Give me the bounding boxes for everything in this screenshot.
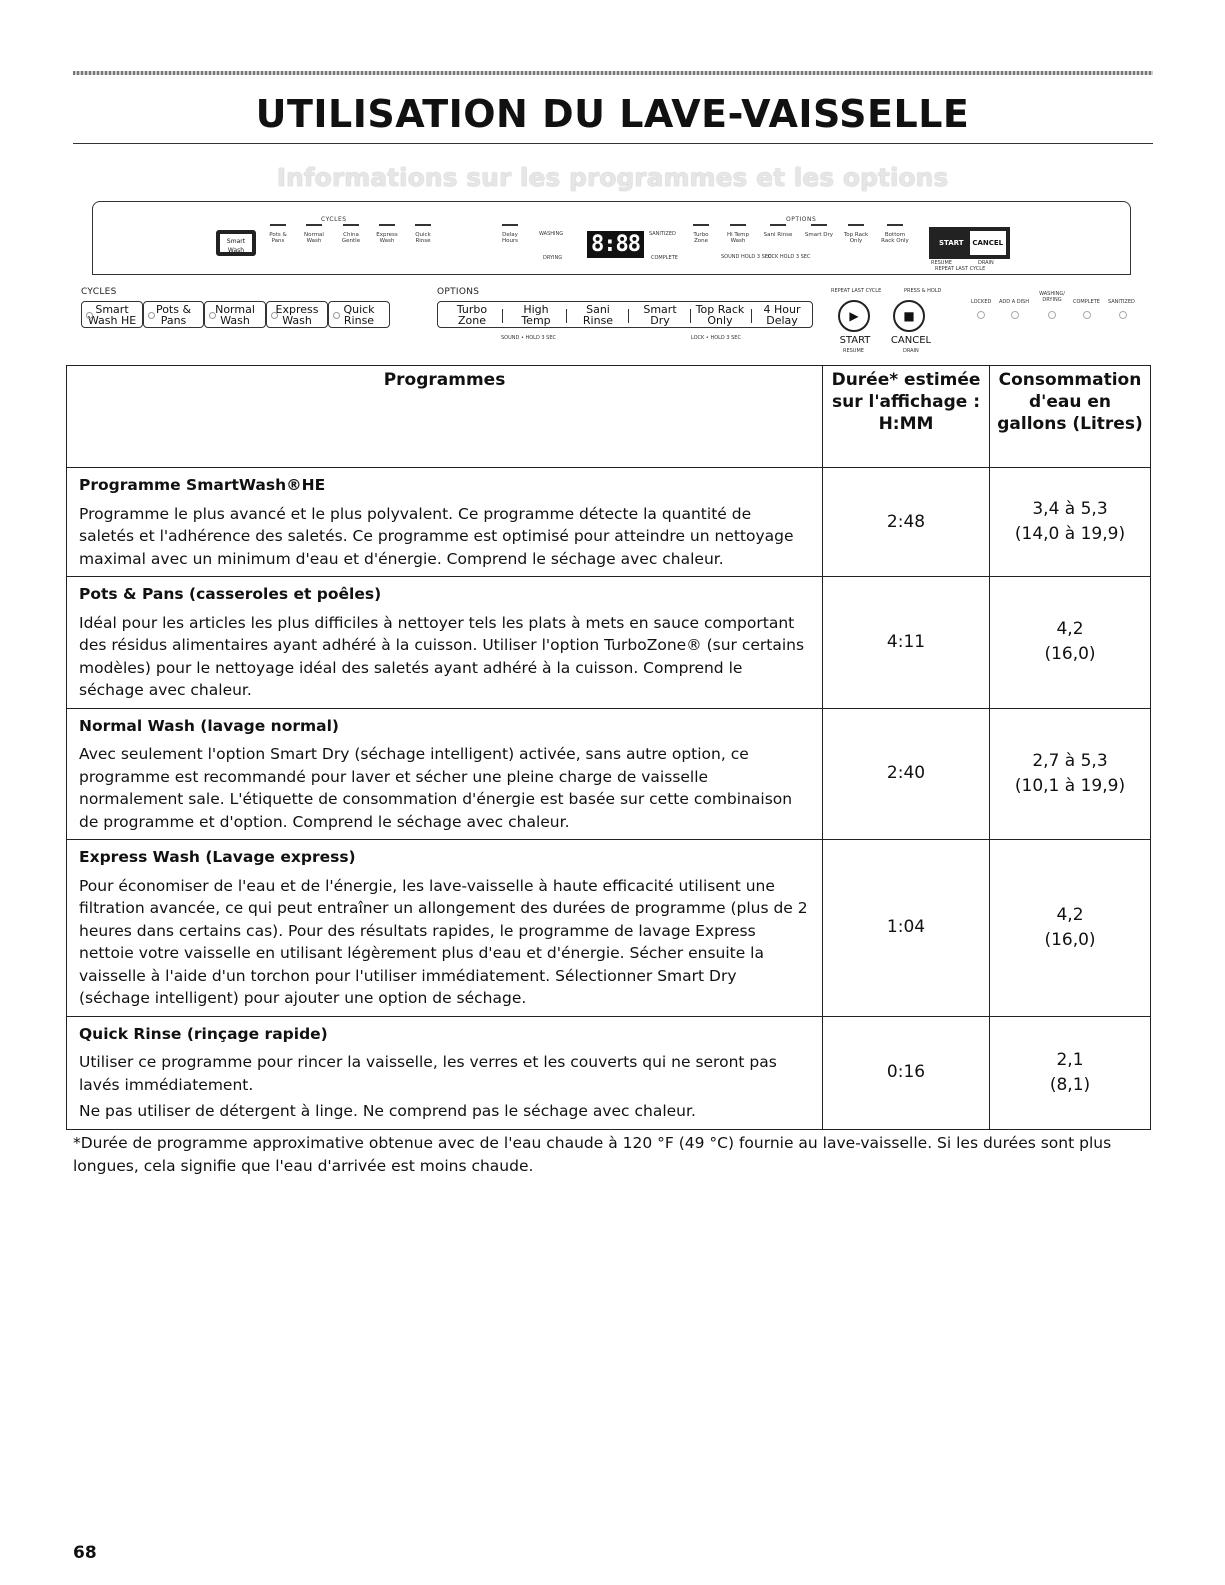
programme-title: Quick Rinse (rinçage rapide) [79, 1024, 328, 1043]
water-litres: (16,0) [1044, 644, 1096, 665]
four-hour-delay-button[interactable]: 4 Hour Delay [763, 303, 801, 327]
top-rack-only-button[interactable]: Top Rack Only [695, 303, 745, 327]
programme-text: Utiliser ce programme pour rincer la vaisselle, les verres et les couverts qui ne seront pas lavés immédiatement. [79, 1053, 777, 1094]
cancel-button[interactable] [893, 300, 925, 332]
title-rule [73, 143, 1153, 144]
table-row [67, 1016, 1151, 1129]
smart-dry-button[interactable]: Smart Dry [643, 303, 677, 327]
options-button-group [437, 301, 813, 328]
resume-label: RESUME [843, 348, 864, 354]
quick-rinse-button[interactable]: Quick Rinse [328, 301, 390, 328]
drain-label: DRAIN [903, 348, 919, 354]
cycles-label: CYCLES [321, 216, 347, 223]
duration-cell: 2:40 [823, 708, 990, 840]
high-temp-button[interactable]: High Temp [521, 303, 551, 327]
table-row [67, 468, 1151, 577]
indicator-dot-icon [148, 312, 155, 319]
start-label: START [839, 335, 871, 346]
sani-rinse-button[interactable]: Sani Rinse [582, 303, 614, 327]
water-litres: (14,0 à 19,9) [1014, 524, 1126, 544]
duration-cell: 0:16 [823, 1016, 990, 1129]
drying-indicator: DRYING [543, 255, 563, 261]
water-gallons: 4,2 [1056, 619, 1084, 640]
sanitized-indicator-icon [1119, 311, 1127, 319]
duration-cell: 1:04 [823, 840, 990, 1017]
water-gallons: 3,4 à 5,3 [1032, 499, 1108, 519]
header-consommation: Consommation d'eau en gallons (Litres) [990, 366, 1151, 468]
pots-pans-button[interactable]: Pots & Pans [143, 301, 204, 328]
start-label: START [933, 231, 970, 255]
option-button[interactable]: Top Rack Only [841, 224, 871, 244]
options-label: OPTIONS [786, 216, 817, 223]
programme-text: Avec seulement l'option Smart Dry (séchage intelligent) activée, sans autre option, ce programme est recommandé pour laver et sécher une pleine charge de vaisselle normalement sale. L'étiquette de consommation d'énergie est basée sur cette combinaison de programme et d'option. Comprend le séchage avec chaleur. [79, 745, 793, 831]
programme-title: Pots & Pans (casseroles et poêles) [79, 585, 382, 603]
water-gallons: 2,1 [1056, 1049, 1084, 1070]
complete-indicator-label: COMPLETE [1073, 299, 1100, 305]
water-cell [990, 840, 1151, 1017]
turbo-zone-button[interactable]: Turbo Zone [456, 303, 488, 327]
repeat-last-cycle-label: REPEAT LAST CYCLE [935, 266, 986, 272]
time-display: 8:88 [587, 231, 644, 258]
start-button[interactable] [838, 300, 870, 332]
add-a-dish-indicator-label: ADD A DISH [999, 299, 1029, 305]
cycle-button[interactable]: China Gentle [336, 224, 366, 244]
separator [502, 309, 503, 323]
table-row [67, 708, 1151, 840]
programme-text: Pour économiser de l'eau et de l'énergie, les lave-vaisselle à haute efficacité utilisent une filtration avancée, ce qui peut entraîner un allongement des durées de programme (plus de 2 heures dans certains cas). Pour des résultats rapides, le programme de lavage Express nettoie votre vaisselle en utilisant légèrement plus d'eau et d'énergie. Sécher ensuite la vaisselle à l'aide d'un torchon pour l'utiliser immédiatement. Sélectionner Smart Dry (séchage intelligent) pour ajouter une option de séchage. [79, 876, 808, 1007]
water-litres: (10,1 à 19,9) [1014, 775, 1126, 796]
delay-hours-button[interactable]: Delay Hours [495, 224, 525, 244]
control-panel-top-illustration [92, 201, 1131, 275]
sound-hold-label: SOUND • HOLD 3 SEC [501, 335, 557, 341]
washing-drying-indicator-label: WASHING/ DRYING [1039, 291, 1065, 303]
cancel-label: CANCEL [890, 335, 932, 346]
duration-cell: 2:48 [823, 468, 990, 577]
water-gallons: 2,7 à 5,3 [1032, 750, 1108, 771]
start-cancel-button[interactable] [929, 227, 1010, 259]
washing-drying-indicator-icon [1048, 311, 1056, 319]
cancel-label: CANCEL [972, 239, 1004, 247]
table-row [67, 577, 1151, 709]
resume-label: RESUME [931, 260, 952, 266]
page-title: UTILISATION DU LAVE-VAISSELLE [255, 92, 970, 136]
programme-text-note: Ne pas utiliser de détergent à linge. Ne comprend pas le séchage avec chaleur. [79, 1102, 696, 1120]
sound-hold-label: SOUND HOLD 3 SEC [721, 254, 772, 260]
section-subtitle: Informations sur les programmes et les options [276, 163, 949, 192]
water-cell [990, 1016, 1151, 1129]
normal-wash-button[interactable]: Normal Wash [204, 301, 266, 328]
indicator-dot-icon [86, 312, 93, 319]
washing-indicator: WASHING [539, 231, 564, 237]
programme-text: Idéal pour les articles les plus difficiles à nettoyer tels les plats à mets en sauce comportant des résidus alimentaires ayant adhéré à la cuisson. Utiliser l'option TurboZone® (sur certains modèles) pour le nettoyage idéal des saletés ayant adhéré à la cuisson. Comprend le séchage avec chaleur. [79, 613, 805, 699]
water-cell [990, 468, 1151, 577]
lock-hold-label: LOCK • HOLD 3 SEC [691, 335, 741, 341]
locked-indicator-icon [977, 311, 985, 319]
page-number: 68 [73, 1543, 97, 1563]
play-icon: ▶ [849, 309, 859, 323]
add-a-dish-indicator-icon [1011, 311, 1019, 319]
programme-title: Normal Wash (lavage normal) [79, 716, 340, 735]
programme-description [67, 468, 823, 577]
separator [690, 309, 691, 323]
programmes-table [66, 365, 1151, 1130]
sanitized-indicator-label: SANITIZED [1108, 299, 1135, 305]
complete-indicator: COMPLETE [651, 255, 678, 261]
complete-indicator-icon [1083, 311, 1091, 319]
header-programmes: Programmes [67, 366, 823, 468]
footnote: *Durée de programme approximative obtenue avec de l'eau chaude à 120 °F (49 °C) fournie au lave-vaisselle. Si les durées sont plus longues, cela signifie que l'eau d'arrivée est moins chaude. [73, 1134, 1112, 1175]
option-button[interactable]: Hi Temp Wash [723, 224, 753, 244]
programme-description [67, 577, 823, 709]
duration-cell: 4:11 [823, 577, 990, 709]
water-cell [990, 577, 1151, 709]
lock-hold-label: LOCK HOLD 3 SEC [765, 254, 811, 260]
drain-label: DRAIN [978, 260, 994, 266]
option-button[interactable]: Turbo Zone [686, 224, 716, 244]
cycle-button[interactable]: Pots & Pans [263, 224, 293, 244]
locked-indicator-label: LOCKED [971, 299, 992, 305]
table-header-row [67, 366, 1151, 468]
repeat-last-cycle-label: REPEAT LAST CYCLE [831, 288, 882, 294]
separator [566, 309, 567, 323]
indicator-dot-icon [209, 312, 216, 319]
header-duree: Durée* estimée sur l'affichage : H:MM [823, 366, 990, 468]
separator [751, 309, 752, 323]
options-label: OPTIONS [437, 287, 480, 297]
water-litres: (16,0) [1044, 929, 1096, 950]
programme-text: Programme le plus avancé et le plus polyvalent. Ce programme détecte la quantité de saletés et l'adhérence des saletés. Ce programme est optimisé pour atteindre un nettoyage maximal avec un minimum d'eau et d'énergie. Comprend le séchage avec chaleur. [79, 504, 794, 568]
programme-description [67, 840, 823, 1017]
programme-description [67, 708, 823, 840]
separator [628, 309, 629, 323]
programme-title: Programme SmartWash®HE [79, 476, 326, 494]
press-hold-label: PRESS & HOLD [904, 288, 942, 294]
indicator-dot-icon [271, 312, 278, 319]
cycles-label: CYCLES [81, 287, 117, 297]
option-button[interactable]: Smart Dry [804, 224, 834, 238]
water-litres: (8,1) [1049, 1074, 1091, 1095]
indicator-dot-icon [333, 312, 340, 319]
option-button[interactable]: Bottom Rack Only [880, 224, 910, 244]
sanitized-indicator: SANITIZED [649, 231, 676, 237]
smart-wash-button[interactable]: Smart Wash HE [81, 301, 143, 328]
smart-wash-button[interactable]: Smart Wash [216, 230, 256, 256]
express-wash-button[interactable]: Express Wash [266, 301, 328, 328]
water-cell [990, 708, 1151, 840]
stop-icon: ■ [903, 309, 915, 323]
programme-description [67, 1016, 823, 1129]
water-gallons: 4,2 [1056, 904, 1084, 925]
programme-title: Express Wash (Lavage express) [79, 848, 356, 866]
top-rule [73, 71, 1153, 75]
table-row [67, 840, 1151, 1017]
control-panel-bottom-illustration [73, 285, 1153, 353]
cycle-button[interactable]: Quick Rinse [408, 224, 438, 244]
cycle-button[interactable]: Express Wash [372, 224, 402, 244]
cycle-button[interactable]: Normal Wash [299, 224, 329, 244]
option-button[interactable]: Sani Rinse [763, 224, 793, 238]
